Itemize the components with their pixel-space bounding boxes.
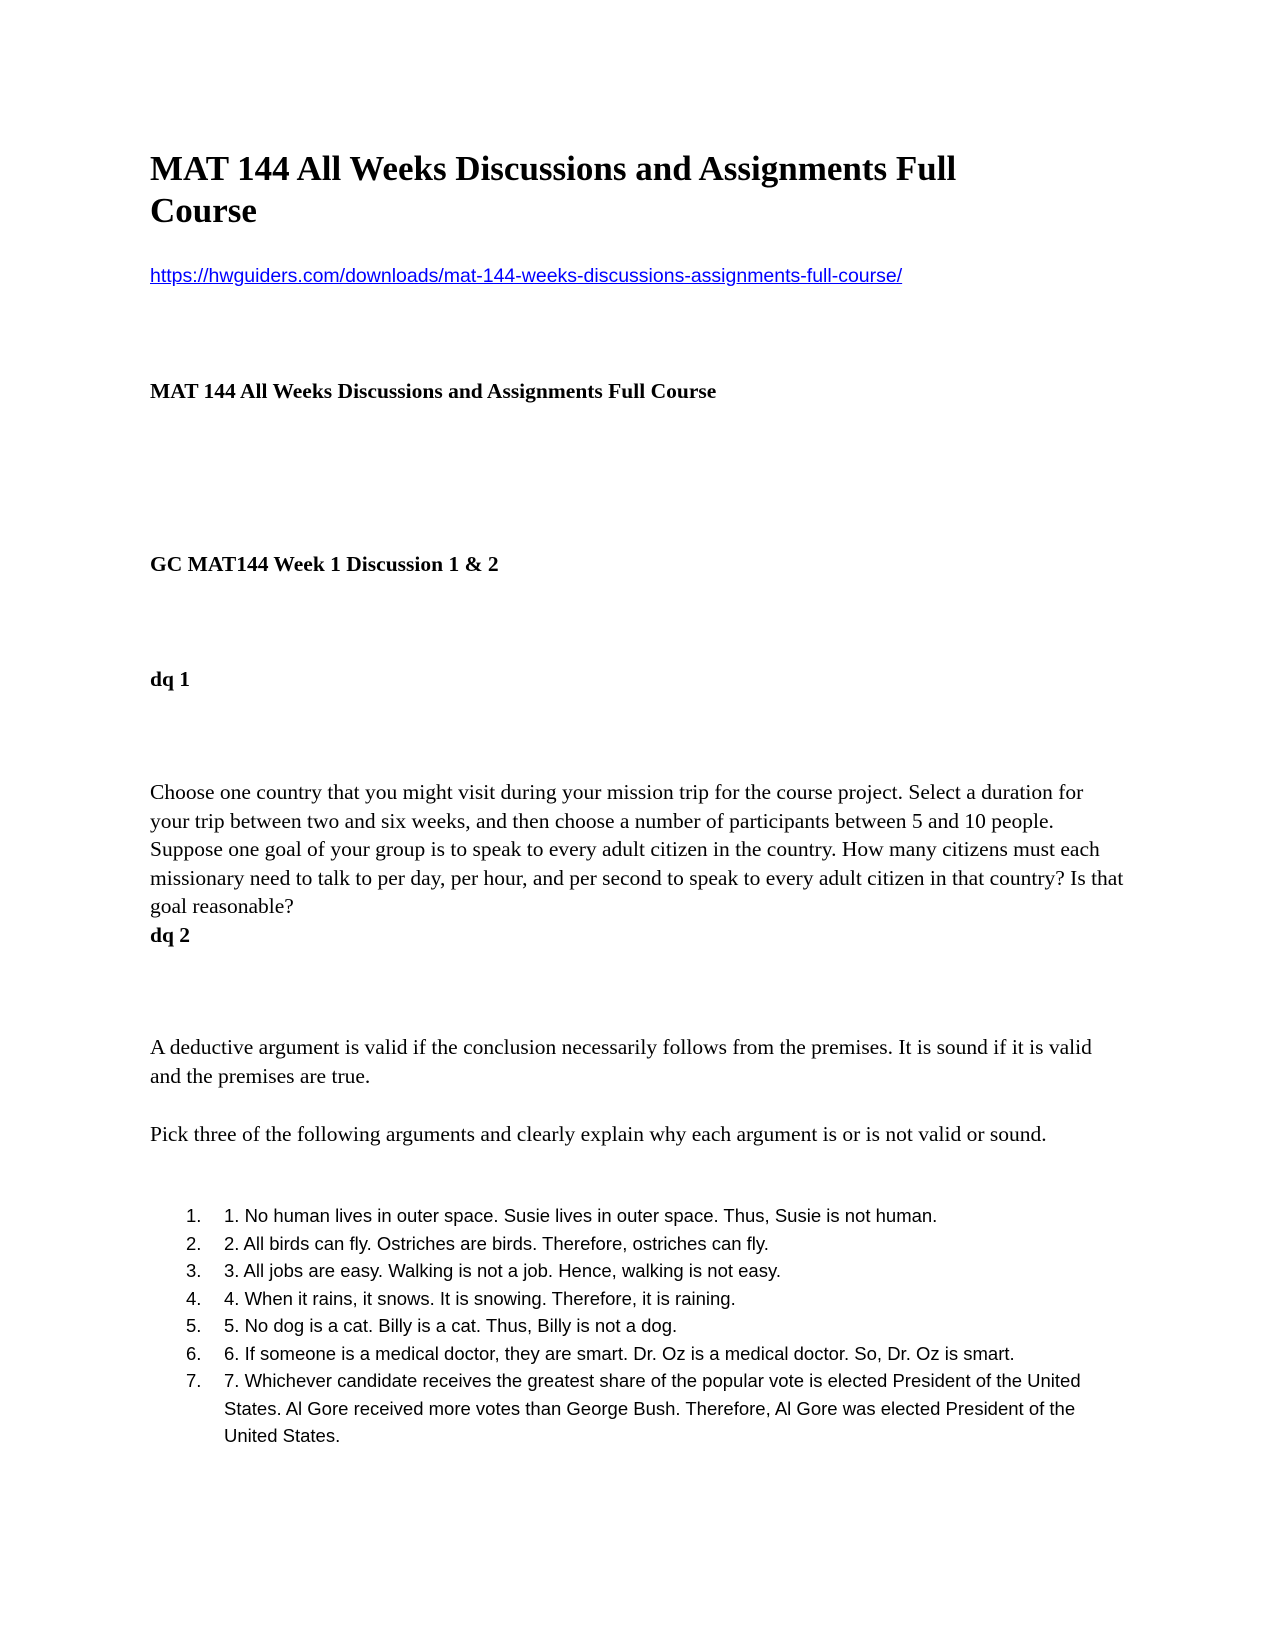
page-title: MAT 144 All Weeks Discussions and Assignments Full Course xyxy=(150,149,957,230)
list-item-number: 2. xyxy=(186,1232,202,1254)
source-link[interactable]: https://hwguiders.com/downloads/mat-144-weeks-discussions-assignments-full-course/ xyxy=(150,265,903,287)
list-item-text: 5. No dog is a cat. Billy is a cat. Thus, Billy is not a dog. xyxy=(224,1315,678,1336)
list-item xyxy=(150,1367,1130,1450)
list-item-text: 4. When it rains, it snows. It is snowing. Therefore, it is raining. xyxy=(224,1287,736,1309)
list-item-number: 7. xyxy=(186,1370,202,1391)
list-item xyxy=(150,1340,1130,1368)
list-item xyxy=(150,1257,1130,1285)
dq2-heading: dq 2 xyxy=(150,923,191,947)
dq2-intro-paragraph: A deductive argument is valid if the conclusion necessarily follows from the premises. It is sound if it is valid and the premises are true. xyxy=(150,1035,1092,1088)
list-item-number: 3. xyxy=(186,1260,202,1281)
list-item-text: 1. No human lives in outer space. Susie lives in outer space. Thus, Susie is not human. xyxy=(224,1205,938,1226)
list-item-number: 4. xyxy=(186,1287,202,1309)
list-item-text: 2. All birds can fly. Ostriches are birds. Therefore, ostriches can fly. xyxy=(224,1232,769,1254)
arguments-list xyxy=(150,1202,1130,1450)
list-item xyxy=(150,1285,1130,1313)
list-item-number: 1. xyxy=(186,1205,202,1226)
list-item-text: 6. If someone is a medical doctor, they are smart. Dr. Oz is a medical doctor. So, Dr. Oz is smart. xyxy=(224,1342,1015,1364)
list-item-text: 7. Whichever candidate receives the greatest share of the popular vote is elected President of the United States. Al Gore received more votes than George Bush. Therefore, Al Gore was elected President of the United States. xyxy=(224,1370,1081,1446)
list-item xyxy=(150,1312,1130,1340)
dq1-prompt: Choose one country that you might visit during your mission trip for the course project. Select a duration for your trip between two and six weeks, and then choose a number of participants between 5 and 10 people. Suppose one goal of your group is to speak to every adult citizen in the country. How many citizens must each missionary need to talk to per day, per hour, and per second to speak to every adult citizen in that country? Is that goal reasonable? xyxy=(150,780,1124,918)
section-heading: GC MAT144 Week 1 Discussion 1 & 2 xyxy=(150,552,499,576)
list-item-number: 6. xyxy=(186,1342,202,1364)
dq1-heading: dq 1 xyxy=(150,667,191,691)
list-item xyxy=(150,1202,1130,1230)
list-item-text: 3. All jobs are easy. Walking is not a job. Hence, walking is not easy. xyxy=(224,1260,781,1281)
list-item-number: 5. xyxy=(186,1315,202,1336)
dq2-instructions-paragraph: Pick three of the following arguments and clearly explain why each argument is or is not valid or sound. xyxy=(150,1122,1047,1146)
subtitle: MAT 144 All Weeks Discussions and Assignments Full Course xyxy=(150,379,717,403)
list-item xyxy=(150,1230,1130,1258)
